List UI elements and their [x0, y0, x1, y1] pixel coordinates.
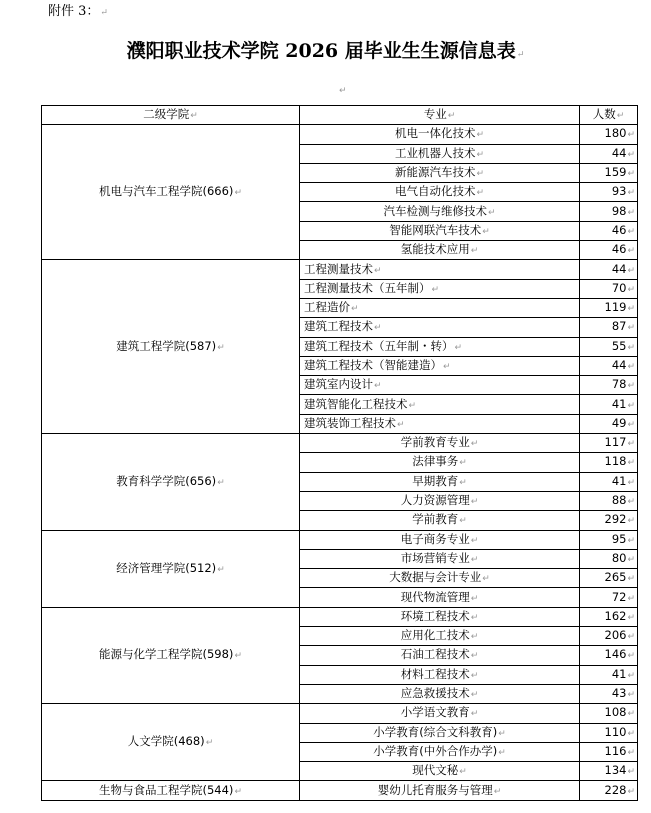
college-cell: 建筑工程学院(587)↵	[42, 260, 300, 434]
major-cell: 工程测量技术↵	[300, 260, 580, 279]
count-cell: 146↵	[580, 646, 638, 665]
major-cell: 现代物流管理↵	[300, 588, 580, 607]
major-cell: 智能网联汽车技术↵	[300, 221, 580, 240]
major-cell: 市场营销专业↵	[300, 549, 580, 568]
count-cell: 108↵	[580, 704, 638, 723]
count-cell: 41↵	[580, 395, 638, 414]
major-cell: 建筑工程技术（智能建造）↵	[300, 356, 580, 375]
major-cell: 小学教育(综合文科教育)↵	[300, 723, 580, 742]
major-cell: 建筑工程技术（五年制・转）↵	[300, 337, 580, 356]
major-cell: 人力资源管理↵	[300, 491, 580, 510]
college-cell: 机电与汽车工程学院(666)↵	[42, 125, 300, 260]
count-cell: 110↵	[580, 723, 638, 742]
header-major: 专业↵	[300, 106, 580, 125]
count-cell: 49↵	[580, 414, 638, 433]
count-cell: 87↵	[580, 318, 638, 337]
count-cell: 70↵	[580, 279, 638, 298]
major-cell: 机电一体化技术↵	[300, 125, 580, 144]
count-cell: 95↵	[580, 530, 638, 549]
college-cell: 能源与化学工程学院(598)↵	[42, 607, 300, 703]
count-cell: 41↵	[580, 665, 638, 684]
major-cell: 建筑工程技术↵	[300, 318, 580, 337]
count-cell: 228↵	[580, 781, 638, 800]
table-row	[42, 607, 638, 626]
count-cell: 88↵	[580, 491, 638, 510]
count-cell: 46↵	[580, 241, 638, 260]
count-cell: 43↵	[580, 684, 638, 703]
table-row	[42, 781, 638, 800]
table-row	[42, 434, 638, 453]
count-cell: 46↵	[580, 221, 638, 240]
college-cell: 人文学院(468)↵	[42, 704, 300, 781]
major-cell: 法律事务↵	[300, 453, 580, 472]
count-cell: 41↵	[580, 472, 638, 491]
college-cell: 生物与食品工程学院(544)↵	[42, 781, 300, 800]
major-cell: 学前教育↵	[300, 511, 580, 530]
major-cell: 小学教育(中外合作办学)↵	[300, 742, 580, 761]
attachment-label: 附件 3：↵	[48, 4, 108, 19]
table-row	[42, 704, 638, 723]
count-cell: 78↵	[580, 376, 638, 395]
major-cell: 工业机器人技术↵	[300, 144, 580, 163]
paragraph-mark: ↵	[339, 86, 347, 96]
major-cell: 氢能技术应用↵	[300, 241, 580, 260]
major-cell: 环境工程技术↵	[300, 607, 580, 626]
count-cell: 180↵	[580, 125, 638, 144]
major-cell: 电气自动化技术↵	[300, 183, 580, 202]
major-cell: 应急救援技术↵	[300, 684, 580, 703]
major-cell: 学前教育专业↵	[300, 434, 580, 453]
major-cell: 新能源汽车技术↵	[300, 163, 580, 182]
table-body	[42, 125, 638, 800]
count-cell: 44↵	[580, 144, 638, 163]
major-cell: 电子商务专业↵	[300, 530, 580, 549]
count-cell: 159↵	[580, 163, 638, 182]
header-college: 二级学院↵	[42, 106, 300, 125]
major-cell: 小学语文教育↵	[300, 704, 580, 723]
major-cell: 建筑装饰工程技术↵	[300, 414, 580, 433]
major-cell: 应用化工技术↵	[300, 627, 580, 646]
major-cell: 建筑室内设计↵	[300, 376, 580, 395]
header-row	[42, 106, 638, 125]
header-count: 人数↵	[580, 106, 638, 125]
count-cell: 80↵	[580, 549, 638, 568]
count-cell: 206↵	[580, 627, 638, 646]
count-cell: 265↵	[580, 569, 638, 588]
table-row	[42, 530, 638, 549]
table-row	[42, 260, 638, 279]
major-cell: 汽车检测与维修技术↵	[300, 202, 580, 221]
major-cell: 现代文秘↵	[300, 762, 580, 781]
count-cell: 44↵	[580, 356, 638, 375]
count-cell: 117↵	[580, 434, 638, 453]
count-cell: 134↵	[580, 762, 638, 781]
major-cell: 建筑智能化工程技术↵	[300, 395, 580, 414]
count-cell: 292↵	[580, 511, 638, 530]
major-cell: 工程造价↵	[300, 298, 580, 317]
count-cell: 162↵	[580, 607, 638, 626]
major-cell: 大数据与会计专业↵	[300, 569, 580, 588]
page-title: 濮阳职业技术学院 2026 届毕业生生源信息表↵	[126, 40, 525, 62]
table-row	[42, 125, 638, 144]
count-cell: 98↵	[580, 202, 638, 221]
major-cell: 早期教育↵	[300, 472, 580, 491]
count-cell: 93↵	[580, 183, 638, 202]
major-cell: 工程测量技术（五年制）↵	[300, 279, 580, 298]
count-cell: 44↵	[580, 260, 638, 279]
count-cell: 72↵	[580, 588, 638, 607]
college-cell: 经济管理学院(512)↵	[42, 530, 300, 607]
graduate-source-table	[41, 105, 638, 801]
count-cell: 116↵	[580, 742, 638, 761]
major-cell: 石油工程技术↵	[300, 646, 580, 665]
major-cell: 材料工程技术↵	[300, 665, 580, 684]
college-cell: 教育科学学院(656)↵	[42, 434, 300, 530]
count-cell: 55↵	[580, 337, 638, 356]
major-cell: 婴幼儿托育服务与管理↵	[300, 781, 580, 800]
count-cell: 119↵	[580, 298, 638, 317]
count-cell: 118↵	[580, 453, 638, 472]
